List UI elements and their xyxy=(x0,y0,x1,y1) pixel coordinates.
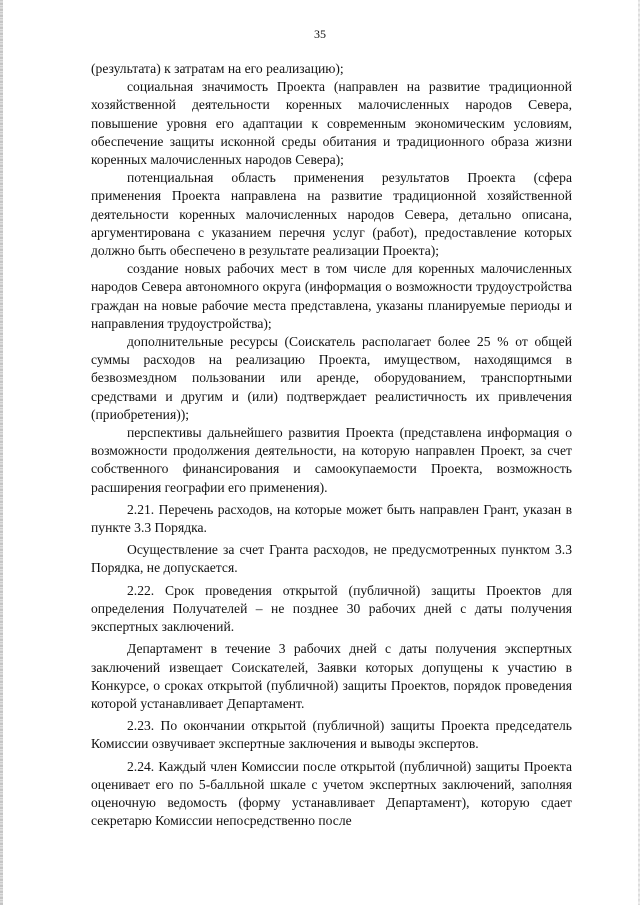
page-number: 35 xyxy=(314,27,326,41)
paragraph-clause-2-21: 2.21. Перечень расходов, на которые может быть направлен Грант, указан в пункте 3.3 Порядка. xyxy=(91,501,572,536)
paragraph-development-prospects: перспективы дальнейшего развития Проекта (представлена информация о возможности продолжения деятельности, на которую направлен Проект, за счет собственного финансирования и самоокупаемости Проекта, возможность расширения географии его применения). xyxy=(91,425,572,495)
paragraph-clause-2-24: 2.24. Каждый член Комиссии после открытой (публичной) защиты Проекта оценивает его по 5-балльной шкале с учетом экспертных заключений, заполняя оценочную ведомость (форму устанавливает Департамент), которую сдает секретарю Комиссии непосредственно после xyxy=(91,758,572,829)
paragraph-clause-2-22: 2.22. Срок проведения открытой (публичной) защиты Проектов для определения Получателей – не позднее 30 рабочих дней с даты получения экспертных заключений. xyxy=(91,582,572,635)
document-body xyxy=(91,60,572,830)
paragraph-clause-2-23: 2.23. По окончании открытой (публичной) защиты Проекта председатель Комиссии озвучивает экспертные заключения и выводы экспертов. xyxy=(91,718,572,752)
paragraph-social-significance: социальная значимость Проекта (направлен на развитие традиционной хозяйственной деятельности коренных малочисленных народов Севера, повышение уровня его адаптации к современным экономическим условиям, обеспечение защиты исконной среды обитания и традиционного образа жизни коренных малочисленных народов Севера); xyxy=(91,79,572,168)
scan-edge-left xyxy=(0,0,3,905)
paragraph-result-ratio: (результата) к затратам на его реализацию); xyxy=(91,61,344,76)
paragraph-application-area: потенциальная область применения результатов Проекта (сфера применения Проекта направлена на развитие традиционной хозяйственной деятельности коренных малочисленных народов Севера, детально описана, аргументирована с указанием перечня услуг (работ), предоставление которых должно быть обеспечено в результате реализации Проекта); xyxy=(91,170,572,259)
paragraph-additional-resources: дополнительные ресурсы (Соискатель располагает более 25 % от общей суммы расходов на реализацию Проекта, имуществом, находящимся в безвозмездном пользовании или аренде, оборудованием, транспортными средствами и другим и (или) подтверждает реалистичность их привлечения (приобретения)); xyxy=(91,334,572,422)
paragraph-new-jobs: создание новых рабочих мест в том числе для коренных малочисленных народов Севера автономного округа (информация о возможности трудоустройства граждан на новые рабочие места представлена, указаны планируемые периоды и направления трудоустройства); xyxy=(91,261,572,331)
paragraph-department-notice: Департамент в течение 3 рабочих дней с даты получения экспертных заключений извещает Соискателей, Заявки которых допущены к участию в Конкурсе, о сроках открытой (публичной) защиты Проектов, порядок проведения которой устанавливает Департамент. xyxy=(91,641,572,711)
paragraph-expenses-restriction: Осуществление за счет Гранта расходов, не предусмотренных пунктом 3.3 Порядка, не допускается. xyxy=(91,542,572,576)
